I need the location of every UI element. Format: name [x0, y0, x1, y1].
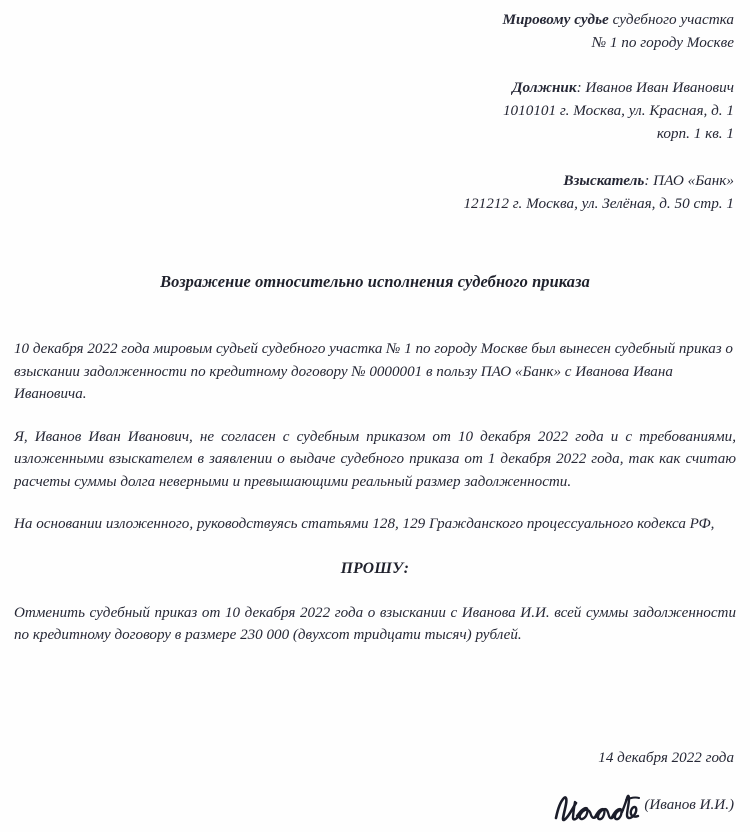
- creditor-line: [304, 169, 734, 192]
- paragraph-request-detail: Отменить судебный приказ от 10 декабря 2022 года о взыскании с Иванова И.И. всей суммы задолженности по кредитному договору в размере 230 000 (двухсот тридцати тысяч) рублей.: [14, 604, 736, 643]
- body-spacer-2: [14, 493, 736, 513]
- creditor-address-line-1: 121212 г. Москва, ул. Зелёная, д. 50 стр. 1: [463, 195, 734, 212]
- handwritten-signature-icon: [552, 790, 644, 828]
- debtor-label: Должник: [512, 79, 577, 96]
- body-spacer-1: [14, 406, 736, 426]
- debtor-address-line-2: корп. 1 кв. 1: [656, 125, 734, 142]
- addressee-court-line: [304, 8, 734, 31]
- addressee-court-district: № 1 по городу Москве: [591, 34, 734, 51]
- header-spacer-1: [304, 54, 734, 76]
- addressee-header-block: [304, 8, 734, 215]
- body-spacer-4: [14, 580, 736, 602]
- addressee-court-label: Мировому судье: [502, 11, 609, 28]
- document-title: Возражение относительно исполнения судебного приказа: [160, 272, 590, 291]
- body-spacer-3: [14, 536, 736, 558]
- signature-row: [552, 790, 734, 822]
- document-body: [14, 338, 736, 647]
- paragraph-order-issued: 10 декабря 2022 года мировым судьей судебного участка № 1 по городу Москве был вынесен судебный приказ о взыскании задолженности по кредитному договору № 0000001 в пользу ПАО «Банк» с Иванова Ивана Ивановича.: [14, 341, 733, 402]
- debtor-address-line-1: 1010101 г. Москва, ул. Красная, д. 1: [502, 102, 734, 119]
- signature-printed-name: (Иванов И.И.): [644, 797, 734, 813]
- debtor-line: [304, 76, 734, 99]
- paragraph-legal-basis: На основании изложенного, руководствуясь статьями 128, 129 Гражданского процессуального кодекса РФ,: [14, 516, 715, 532]
- request-heading: ПРОШУ:: [340, 559, 410, 577]
- header-spacer-2: [304, 145, 734, 169]
- debtor-name: : Иванов Иван Иванович: [576, 79, 734, 96]
- creditor-label: Взыскатель: [563, 172, 645, 189]
- addressee-court-rest: судебного участка: [608, 11, 734, 28]
- paragraph-disagreement: Я, Иванов Иван Иванович, не согласен с судебным приказом от 10 декабря 2022 года и с требованиями, изложенными взыскателем в заявлении о выдаче судебного приказа от 1 декабря 2022 года, так как считаю расчеты суммы долга неверными и превышающими реальный размер задолженности.: [14, 428, 736, 490]
- creditor-name: : ПАО «Банк»: [644, 172, 734, 189]
- signature-date: 14 декабря 2022 года: [598, 750, 734, 766]
